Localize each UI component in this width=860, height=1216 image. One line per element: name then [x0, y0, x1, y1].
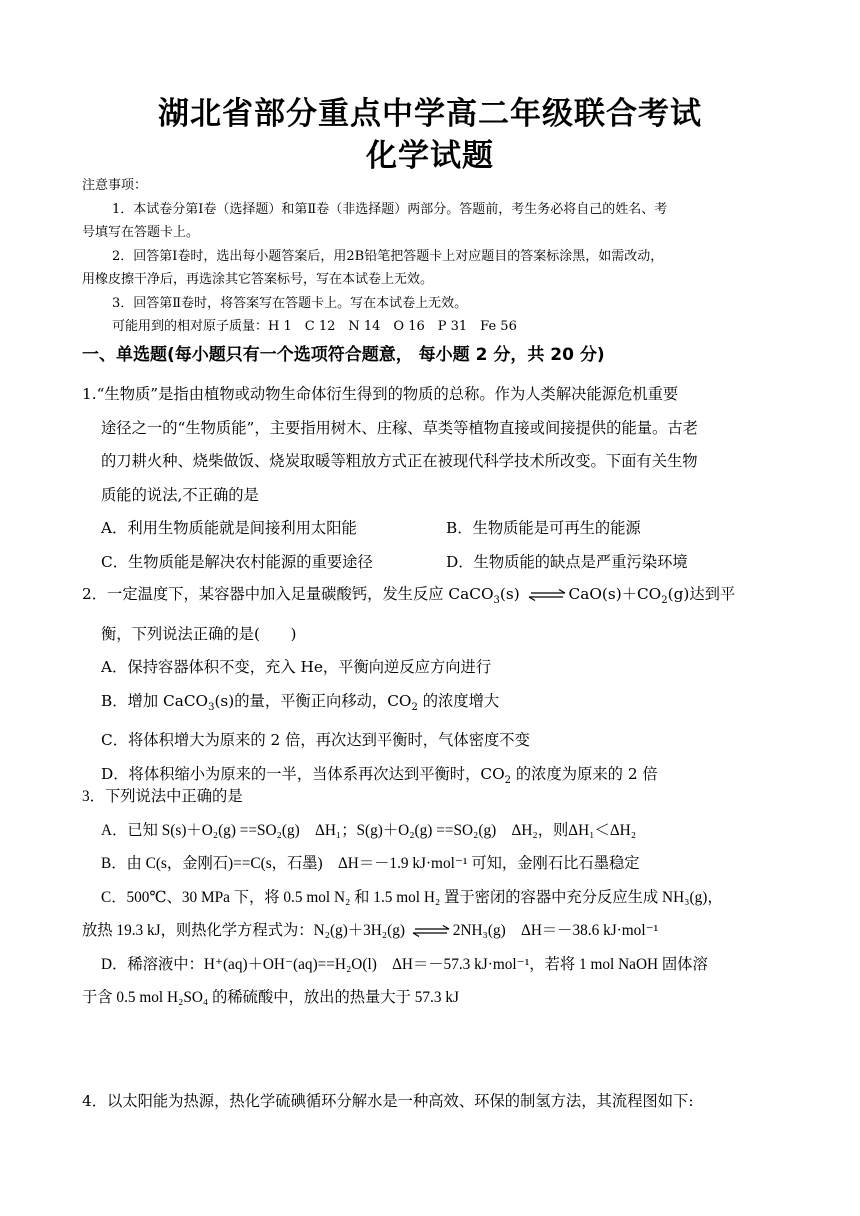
- q3-option-d: D．稀溶液中：H⁺(aq)＋OH⁻(aq)==H₂O(l) ΔH＝－57.3 kJ·mol⁻¹，若将 1 mol NaOH 固体溶: [101, 955, 708, 973]
- q2-option-a: A．保持容器体积不变，充入 He，平衡向逆反应方向进行: [101, 658, 492, 677]
- question-2: [82, 578, 782, 797]
- q3-option-c: C．500℃、30 MPa 下，将 0.5 mol N₂ 和 1.5 mol H₂ 置于密闭的容器中充分反应生成 NH₃(g)，: [101, 888, 723, 906]
- notice-item-1-cont: 号填写在答题卡上。: [82, 225, 200, 240]
- notice-heading: 注意事项：: [82, 178, 148, 193]
- notice-item-1: 1．本试卷分第Ⅰ卷（选择题）和第Ⅱ卷（非选择题）两部分。答题前，考生务必将自己的姓名、考: [112, 201, 668, 217]
- notice-item-2-cont: 用橡皮擦干净后，再选涂其它答案标号，写在本试卷上无效。: [82, 272, 434, 287]
- q2-option-d: D．将体积缩小为原来的一半，当体系再次达到平衡时，$CO_2$ 的浓度为原来的 2 倍: [101, 764, 658, 786]
- question-3: [82, 780, 782, 1015]
- notice-item-3: 3．回答第Ⅱ卷时，将答案写在答题卡上。写在本试卷上无效。: [112, 295, 468, 311]
- q3-line-1: 3．下列说法中正确的是: [82, 788, 243, 805]
- q1-options-cd: [82, 546, 782, 580]
- q1-line-3: 的刀耕火种、烧柴做饭、烧炭取暖等粗放方式正在被现代科学技术所改变。下面有关生物: [101, 452, 698, 470]
- exam-subtitle: 化学试题: [366, 138, 494, 174]
- q3-option-d-cont: 于含 0.5 mol H₂SO₄ 的稀硫酸中，放出的热量大于 57.3 kJ: [82, 989, 459, 1006]
- q2-line-2: 衡，下列说法正确的是( ): [101, 624, 297, 643]
- q3-option-c-cont: 放热 19.3 kJ，则热化学方程式为：N₂(g)＋3H₂(g) 2NH₃(g) ΔH＝－38.6 kJ·mol⁻¹: [82, 922, 659, 939]
- equilibrium-arrow-icon: [411, 925, 451, 937]
- exam-title: 湖北省部分重点中学高二年级联合考试: [158, 96, 702, 132]
- notice-block: [82, 174, 782, 339]
- q3-option-a: A．已知 S(s)＋O₂(g) ==SO₂(g) ΔH₁；S(g)＋O₂(g) ==SO₂(g) ΔH₂，则ΔH₁＜ΔH₂: [101, 821, 637, 839]
- question-1: [82, 378, 782, 579]
- atomic-masses: 可能用到的相对原子质量：H 1 C 12 N 14 O 16 P 31 Fe 56: [112, 319, 517, 334]
- q2-line-1: 2．一定温度下，某容器中加入足量碳酸钙，发生反应 CaCO$_3$(s) $CaO(s)+CO_2(g)$达到平: [82, 585, 736, 607]
- q2-option-c: C．将体积增大为原来的 2 倍，再次达到平衡时，气体密度不变: [101, 731, 530, 750]
- q1-options-ab: [82, 512, 782, 546]
- equilibrium-arrow-icon: [527, 589, 567, 601]
- q4-line-1: 4．以太阳能为热源，热化学硫碘循环分解水是一种高效、环保的制氢方法，其流程图如下:: [82, 1092, 694, 1110]
- q1-line-2: 途径之一的“生物质能”，主要指用树木、庄稼、草类等植物直接或间接提供的能量。古老: [101, 418, 698, 437]
- q1-line-4: 质能的说法,不正确的是: [101, 485, 259, 504]
- q3-option-b: B．由 C(s，金刚石)==C(s，石墨) ΔH＝－1.9 kJ·mol⁻¹ 可知，金刚石比石墨稳定: [101, 855, 640, 872]
- q1-line-1: 1.“生物质”是指由植物或动物生命体衍生得到的物质的总称。作为人类解决能源危机重要: [82, 385, 679, 403]
- question-4: [82, 1085, 782, 1119]
- q1-option-d: D．生物质能的缺点是严重污染环境: [446, 552, 688, 571]
- q1-option-c: C．生物质能是解决农村能源的重要途径: [101, 552, 373, 571]
- q2-option-b: B．增加 CaCO$_3$(s)的量，平衡正向移动，$CO_2$ 的浓度增大: [101, 691, 500, 713]
- q1-option-a: A．利用生物质能就是间接利用太阳能: [101, 519, 357, 537]
- notice-item-2: 2．回答第Ⅰ卷时，选出每小题答案后，用2B铅笔把答题卡上对应题目的答案标涂黑，如需改动，: [112, 248, 664, 264]
- q1-option-b: B．生物质能是可再生的能源: [446, 519, 641, 537]
- section-heading: 一、单选题(每小题只有一个选项符合题意， 每小题 2 分，共 20 分): [82, 345, 605, 365]
